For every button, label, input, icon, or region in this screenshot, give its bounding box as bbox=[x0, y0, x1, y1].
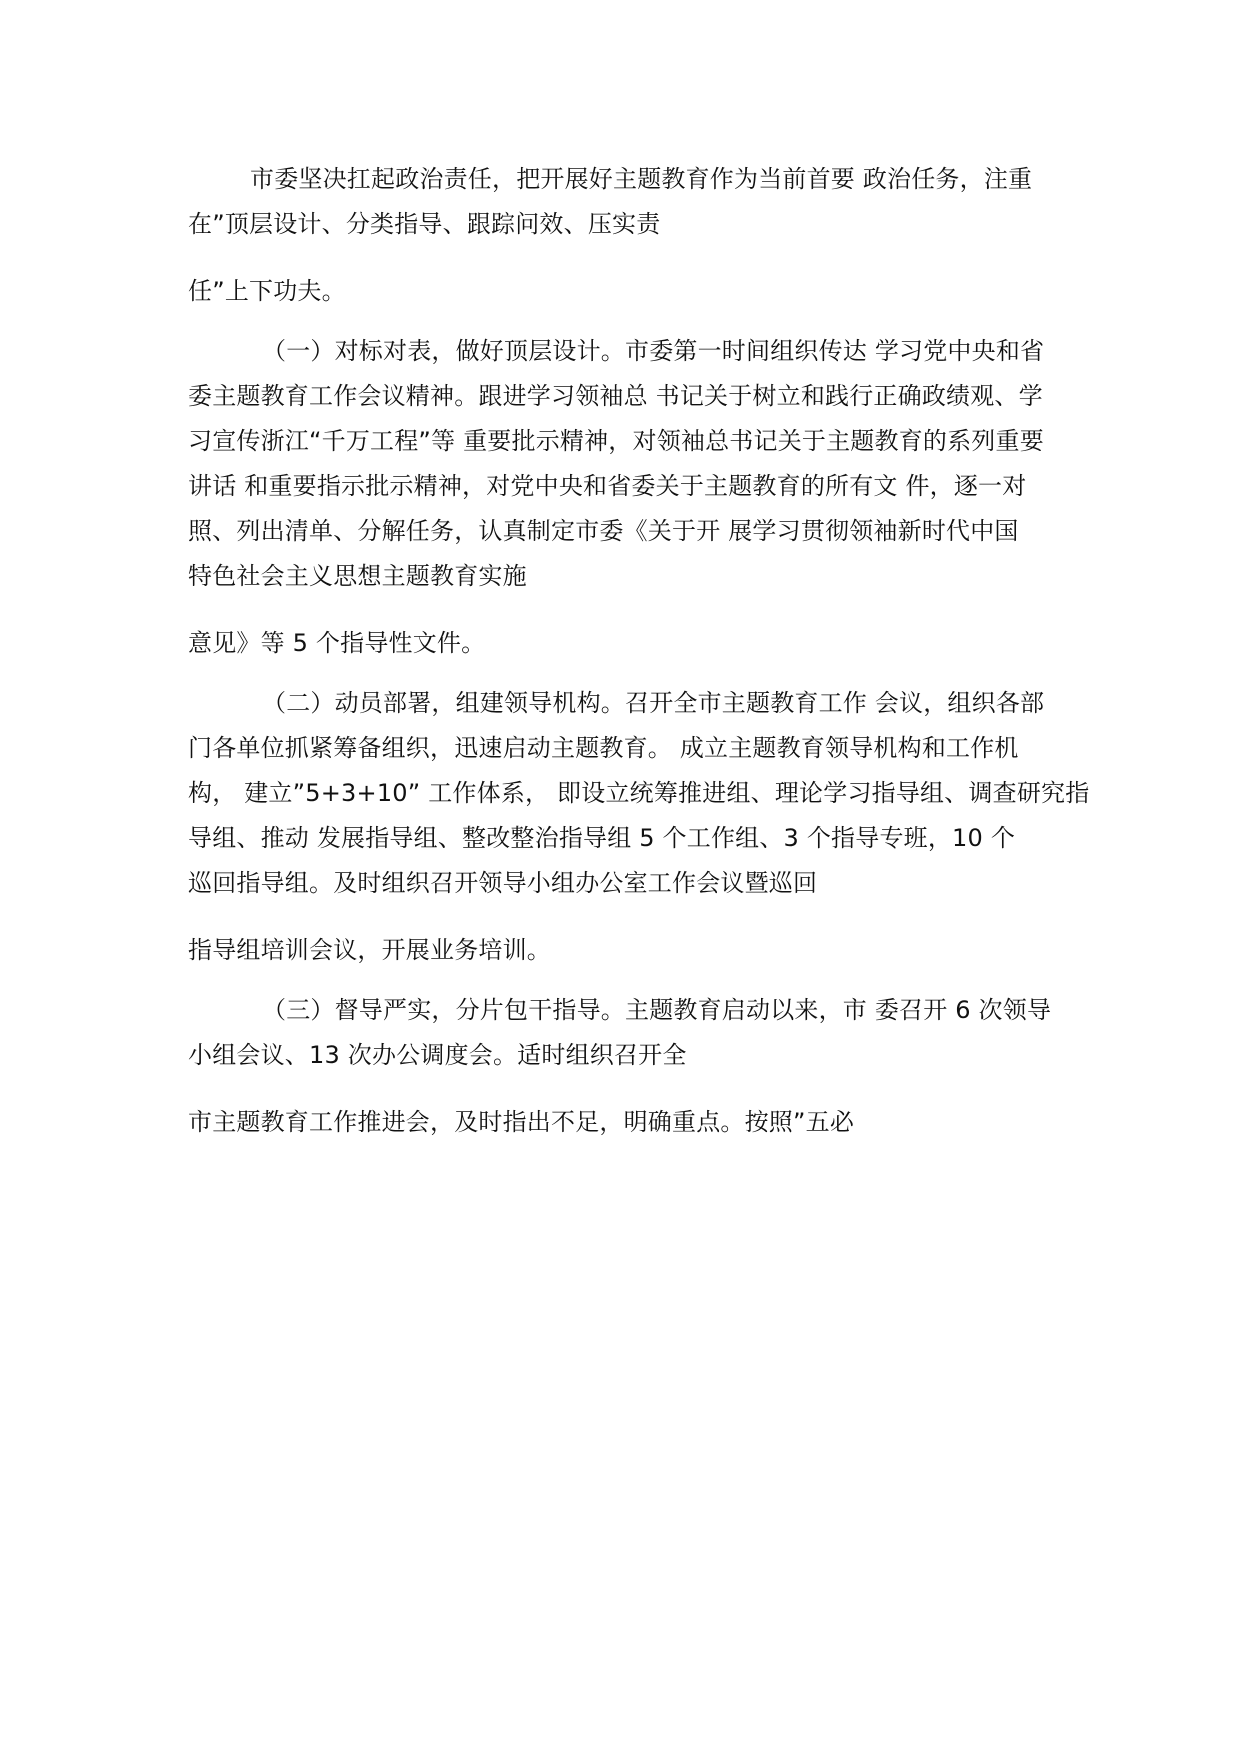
paragraph-line: 门各单位抓紧筹备组织，迅速启动主题教育。 成立主题教育领导机构和工作机 bbox=[188, 734, 1019, 762]
paragraph-line: 习宣传浙江“千万工程”等 重要批示精神，对领袖总书记关于主题教育的系列重要 bbox=[188, 427, 1044, 455]
section-heading-line: （二）动员部署，组建领导机构。召开全市主题教育工作 会议，组织各部 bbox=[262, 689, 1045, 717]
paragraph-line: 巡回指导组。及时组织召开领导小组办公室工作会议暨巡回 bbox=[188, 869, 818, 897]
paragraph-line: 照、列出清单、分解任务，认真制定市委《关于开 展学习贯彻领袖新时代中国 bbox=[188, 517, 1019, 545]
section-heading-line: （三）督导严实，分片包干指导。主题教育启动以来，市 委召开 6 次领导 bbox=[262, 996, 1052, 1024]
paragraph-line: 在”顶层设计、分类指导、跟踪问效、压实责 bbox=[188, 210, 661, 238]
section-heading-line: （一）对标对表，做好顶层设计。市委第一时间组织传达 学习党中央和省 bbox=[262, 337, 1045, 365]
paragraph-line: 讲话 和重要指示批示精神，对党中央和省委关于主题教育的所有文 件，逐一对 bbox=[188, 472, 1027, 500]
paragraph-line: 任”上下功夫。 bbox=[188, 277, 346, 305]
paragraph-line: 特色社会主义思想主题教育实施 bbox=[188, 562, 527, 590]
paragraph-line: 市委坚决扛起政治责任，把开展好主题教育作为当前首要 政治任务，注重 bbox=[250, 165, 1033, 193]
paragraph-line: 构， 建立”5+3+10” 工作体系， 即设立统筹推进组、理论学习指导组、调查研究指 bbox=[188, 779, 1090, 807]
paragraph-line: 小组会议、13 次办公调度会。适时组织召开全 bbox=[188, 1041, 687, 1069]
paragraph-line: 指导组培训会议，开展业务培训。 bbox=[188, 936, 551, 964]
paragraph-line: 委主题教育工作会议精神。跟进学习领袖总 书记关于树立和践行正确政绩观、学 bbox=[188, 382, 1043, 410]
paragraph-line: 市主题教育工作推进会，及时指出不足，明确重点。按照”五必 bbox=[188, 1108, 855, 1136]
paragraph-line: 导组、推动 发展指导组、整改整治指导组 5 个工作组、3 个指导专班，10 个 bbox=[188, 824, 1016, 852]
paragraph-line: 意见》等 5 个指导性文件。 bbox=[188, 629, 486, 657]
